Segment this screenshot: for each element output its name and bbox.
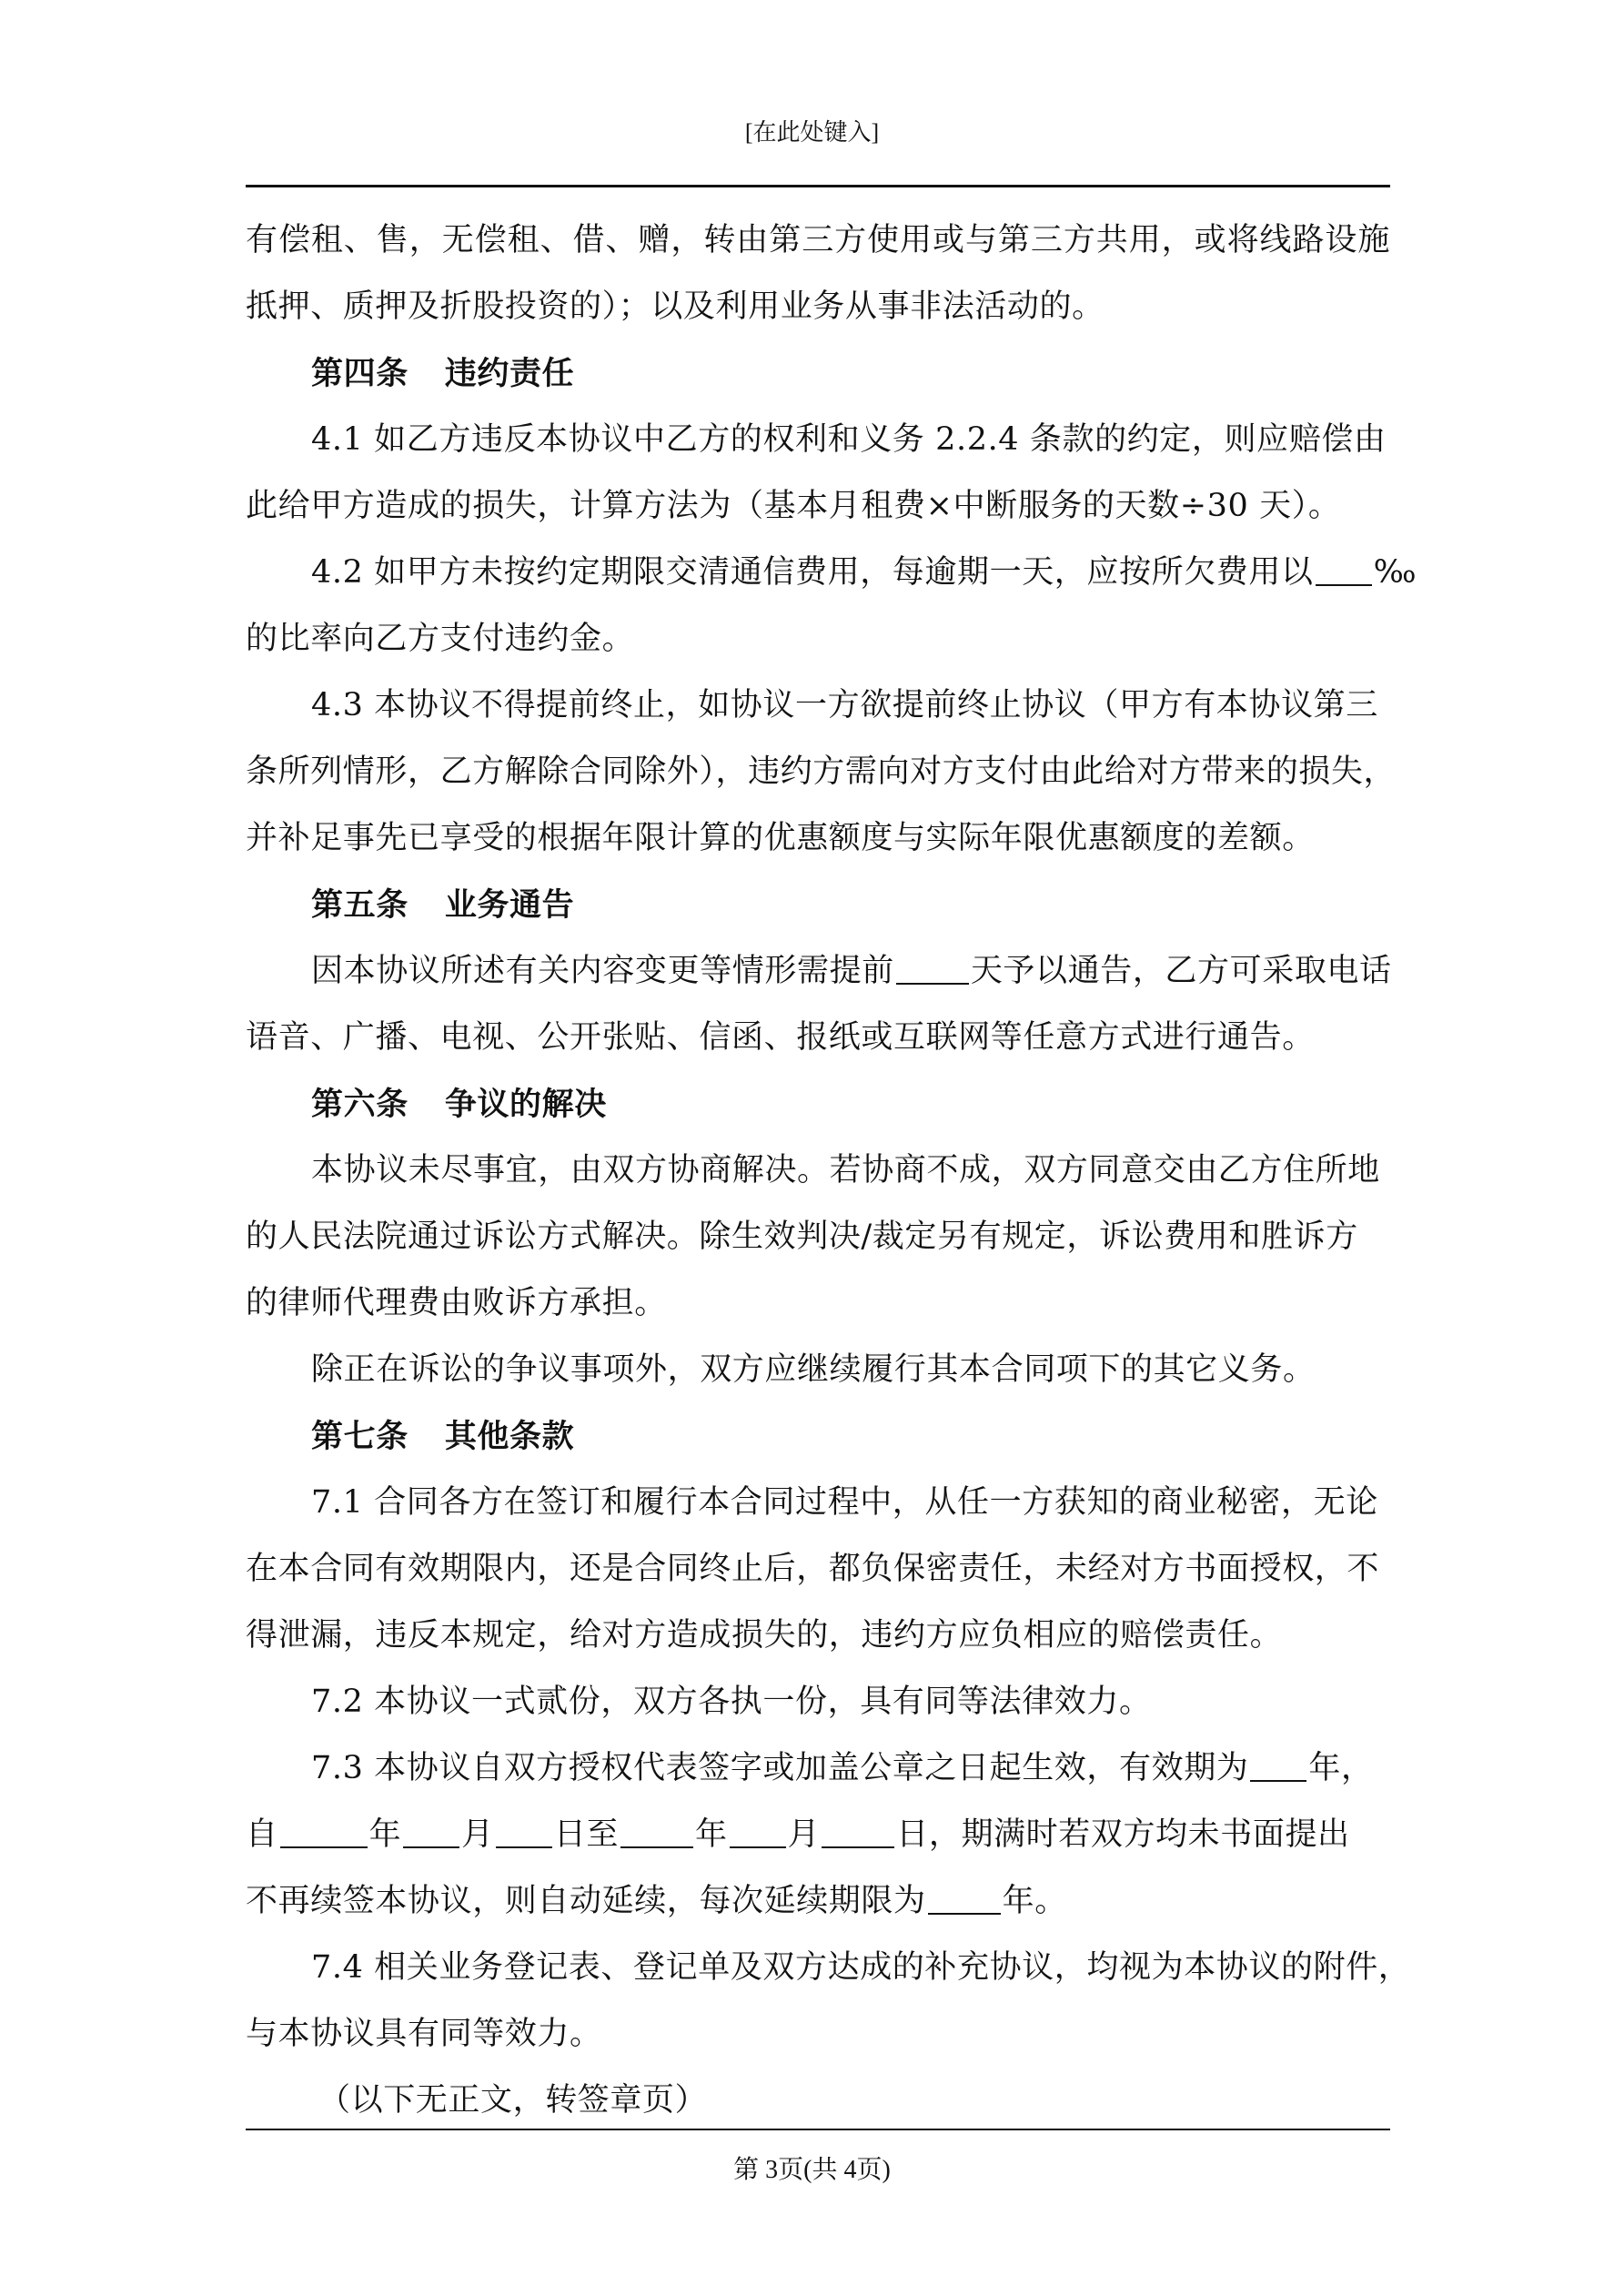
text-line: 7.4 相关业务登记表、登记单及双方达成的补充协议，均视为本协议的附件，: [311, 1949, 1411, 1986]
end-note: （以下无正文，转签章页）: [318, 2082, 708, 2119]
section-heading-5: [246, 872, 1390, 938]
text-fragment: ‰: [1373, 554, 1417, 591]
text-line: [246, 938, 1390, 1005]
text-line: [246, 1868, 1390, 1935]
fill-in-blank[interactable]: [1316, 557, 1372, 586]
text-line: 在本合同有效期限内，还是合同终止后，都负保密责任，未经对方书面授权，不: [246, 1551, 1380, 1587]
fill-in-blank[interactable]: [928, 1886, 1001, 1915]
fill-in-blank[interactable]: [730, 1819, 786, 1848]
text-line: 与本协议具有同等效力。: [246, 2016, 602, 2052]
fill-in-blank[interactable]: [620, 1819, 693, 1848]
page-number: 第 3页(共 4页): [733, 2156, 891, 2184]
text-line: 4.3 本协议不得提前终止，如协议一方欲提前终止协议（甲方有本协议第三: [311, 687, 1378, 723]
text-line: 并补足事先已享受的根据年限计算的优惠额度与实际年限优惠额度的差额。: [246, 820, 1315, 856]
text-line: 有偿租、售，无偿租、借、赠，转由第三方使用或与第三方共用，或将线路设施: [246, 222, 1390, 258]
text-fragment: 7.3 本协议自双方授权代表签字或加盖公章之日起生效，有效期为: [311, 1750, 1249, 1786]
text-line: 本协议未尽事宜，由双方协商解决。若协商不成，双方同意交由乙方住所地: [311, 1152, 1380, 1188]
text-fragment: 因本协议所述有关内容变更等情形需提前: [311, 953, 894, 989]
fill-in-blank[interactable]: [403, 1819, 459, 1848]
header-rule: [246, 185, 1390, 187]
text-line: 条所列情形，乙方解除合同除外），违约方需向对方支付由此给对方带来的损失，: [246, 754, 1397, 790]
footer-rule: [246, 2129, 1390, 2130]
fill-in-blank[interactable]: [1250, 1753, 1306, 1782]
text-line: 语音、广播、电视、公开张贴、信函、报纸或互联网等任意方式进行通告。: [246, 1019, 1315, 1056]
text-line: 7.1 合同各方在签订和履行本合同过程中，从任一方获知的商业秘密，无论: [311, 1484, 1378, 1521]
text-fragment: 年: [695, 1816, 728, 1853]
text-line: 7.2 本协议一式贰份，双方各执一份，具有同等法律效力。: [311, 1684, 1152, 1720]
section-heading-7: [246, 1403, 1390, 1470]
text-fragment: 日，期满时若双方均未书面提出: [896, 1816, 1350, 1853]
text-fragment: 天予以通告，乙方可采取电话: [970, 953, 1392, 989]
section-number: 第七条: [311, 1418, 409, 1455]
section-number: 第六条: [311, 1086, 409, 1123]
fill-in-blank[interactable]: [496, 1819, 552, 1848]
text-line: 的律师代理费由败诉方承担。: [246, 1285, 667, 1321]
section-heading-4: [246, 340, 1390, 407]
text-fragment: 4.2 如甲方未按约定期限交清通信费用，每逾期一天，应按所欠费用以: [311, 554, 1314, 591]
section-title: 争议的解决: [444, 1086, 607, 1123]
text-fragment: 年: [368, 1816, 402, 1853]
fill-in-blank[interactable]: [896, 956, 969, 985]
text-fragment: 年。: [1002, 1883, 1067, 1919]
section-title: 其他条款: [444, 1418, 575, 1455]
text-line: 得泄漏，违反本规定，给对方造成损失的，违约方应负相应的赔偿责任。: [246, 1617, 1283, 1654]
text-fragment: 月: [461, 1816, 494, 1853]
section-number: 第五条: [311, 886, 409, 924]
section-title: 违约责任: [444, 355, 575, 392]
text-fragment: 自: [246, 1816, 278, 1853]
text-line: 4.1 如乙方违反本协议中乙方的权利和义务 2.2.4 条款的约定，则应赔偿由: [311, 421, 1387, 458]
text-line: 此给甲方造成的损失，计算方法为（基本月租费×中断服务的天数÷30 天）。: [246, 488, 1341, 524]
text-fragment: 月: [787, 1816, 821, 1853]
section-heading-6: [246, 1071, 1390, 1138]
page-header: [在此处键入]: [744, 119, 880, 146]
section-number: 第四条: [311, 355, 409, 392]
text-fragment: 日至: [553, 1816, 620, 1853]
fill-in-blank[interactable]: [822, 1819, 894, 1848]
text-fragment: 不再续签本协议，则自动延续，每次延续期限为: [246, 1883, 926, 1919]
text-line: 除正在诉讼的争议事项外，双方应继续履行其本合同项下的其它义务。: [311, 1351, 1316, 1388]
text-line: [246, 1802, 1390, 1868]
section-title: 业务通告: [444, 886, 575, 924]
text-line: [246, 540, 1417, 606]
text-fragment: 年，: [1308, 1750, 1374, 1786]
text-line: 抵押、质押及折股投资的）；以及利用业务从事非法活动的。: [246, 288, 1105, 325]
document-body: [246, 207, 1417, 2134]
fill-in-blank[interactable]: [280, 1819, 368, 1848]
text-line: 的人民法院通过诉讼方式解决。除生效判决/裁定另有规定，诉讼费用和胜诉方: [246, 1219, 1358, 1255]
text-line: 的比率向乙方支付违约金。: [246, 621, 635, 657]
text-line: [246, 1735, 1390, 1802]
